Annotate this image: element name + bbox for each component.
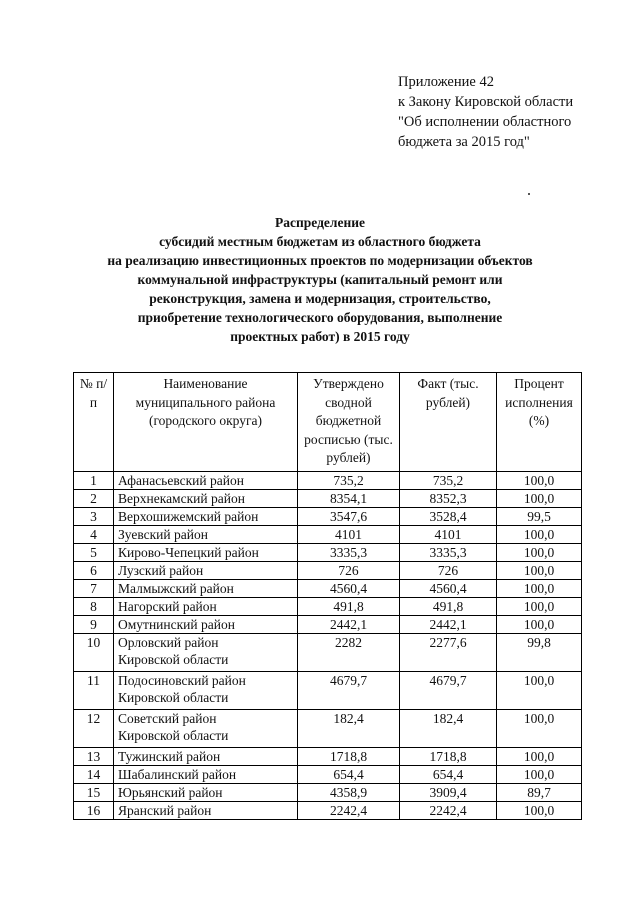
row-number: 5 xyxy=(74,544,114,562)
percent-value: 100,0 xyxy=(497,766,582,784)
fact-value: 735,2 xyxy=(400,472,497,490)
approved-value: 726 xyxy=(298,562,400,580)
district-name xyxy=(114,748,298,766)
percent-value: 100,0 xyxy=(497,526,582,544)
fact-value: 491,8 xyxy=(400,598,497,616)
approved-value: 4358,9 xyxy=(298,784,400,802)
title-line: субсидий местным бюджетам из областного бюджета xyxy=(159,234,481,249)
district-name-line: Шабалинский район xyxy=(118,767,237,782)
percent-value: 100,0 xyxy=(497,598,582,616)
annex-line: бюджета за 2015 год" xyxy=(398,134,530,150)
district-name-line: Яранский район xyxy=(118,803,212,818)
fact-value: 8352,3 xyxy=(400,490,497,508)
district-name-line: Афанасьевский район xyxy=(118,473,244,488)
scan-speck xyxy=(528,193,530,195)
approved-value: 1718,8 xyxy=(298,748,400,766)
percent-value: 100,0 xyxy=(497,672,582,710)
percent-value: 99,8 xyxy=(497,634,582,672)
district-name xyxy=(114,766,298,784)
district-name xyxy=(114,616,298,634)
district-name-line: Лузский район xyxy=(118,563,204,578)
fact-value: 4101 xyxy=(400,526,497,544)
percent-value: 99,5 xyxy=(497,508,582,526)
row-number: 2 xyxy=(74,490,114,508)
district-name-line: Нагорский район xyxy=(118,599,217,614)
header-fact: Факт (тыс. рублей) xyxy=(400,373,497,472)
subsidy-table xyxy=(73,372,582,820)
table-row xyxy=(74,472,582,490)
row-number: 14 xyxy=(74,766,114,784)
approved-value: 2282 xyxy=(298,634,400,672)
row-number: 13 xyxy=(74,748,114,766)
approved-value: 2242,4 xyxy=(298,802,400,820)
approved-value: 3335,3 xyxy=(298,544,400,562)
district-name xyxy=(114,490,298,508)
row-number: 15 xyxy=(74,784,114,802)
district-name-line: Кировской области xyxy=(118,690,229,705)
fact-value: 2442,1 xyxy=(400,616,497,634)
percent-value: 100,0 xyxy=(497,544,582,562)
percent-value: 100,0 xyxy=(497,580,582,598)
district-name-line: Зуевский район xyxy=(118,527,208,542)
row-number: 6 xyxy=(74,562,114,580)
district-name xyxy=(114,580,298,598)
annex-note xyxy=(398,72,628,152)
district-name xyxy=(114,634,298,672)
fact-value: 4679,7 xyxy=(400,672,497,710)
annex-line: Приложение 42 xyxy=(398,74,494,90)
district-name xyxy=(114,562,298,580)
district-name xyxy=(114,526,298,544)
row-number: 9 xyxy=(74,616,114,634)
approved-value: 4679,7 xyxy=(298,672,400,710)
table-row xyxy=(74,598,582,616)
approved-value: 8354,1 xyxy=(298,490,400,508)
row-number: 12 xyxy=(74,710,114,748)
district-name-line: Советский район xyxy=(118,711,217,726)
approved-value: 2442,1 xyxy=(298,616,400,634)
approved-value: 654,4 xyxy=(298,766,400,784)
approved-value: 491,8 xyxy=(298,598,400,616)
district-name-line: Кирово-Чепецкий район xyxy=(118,545,259,560)
district-name xyxy=(114,472,298,490)
district-name-line: Юрьянский район xyxy=(118,785,223,800)
title-line: проектных работ) в 2015 году xyxy=(230,329,410,344)
district-name xyxy=(114,710,298,748)
percent-value: 100,0 xyxy=(497,616,582,634)
row-number: 1 xyxy=(74,472,114,490)
district-name-line: Подосиновский район xyxy=(118,673,246,688)
fact-value: 3528,4 xyxy=(400,508,497,526)
district-name-line: Омутнинский район xyxy=(118,617,235,632)
table-header-row xyxy=(74,373,582,472)
percent-value: 100,0 xyxy=(497,748,582,766)
approved-value: 182,4 xyxy=(298,710,400,748)
fact-value: 2242,4 xyxy=(400,802,497,820)
fact-value: 182,4 xyxy=(400,710,497,748)
district-name-line: Верхошижемский район xyxy=(118,509,259,524)
percent-value: 100,0 xyxy=(497,562,582,580)
table-row xyxy=(74,544,582,562)
row-number: 16 xyxy=(74,802,114,820)
approved-value: 4560,4 xyxy=(298,580,400,598)
document-title xyxy=(40,213,600,346)
table-row xyxy=(74,634,582,672)
row-number: 8 xyxy=(74,598,114,616)
row-number: 4 xyxy=(74,526,114,544)
district-name xyxy=(114,598,298,616)
title-line: Распределение xyxy=(274,215,366,230)
percent-value: 100,0 xyxy=(497,802,582,820)
table-row xyxy=(74,784,582,802)
district-name-line: Тужинский район xyxy=(118,749,221,764)
title-line: приобретение технологического оборудования, выполнение xyxy=(137,310,503,325)
approved-value: 735,2 xyxy=(298,472,400,490)
header-approved: Утверждено сводной бюджетной росписью (тыс. рублей) xyxy=(298,373,400,472)
header-name: Наименование муниципального района (городского округа) xyxy=(114,373,298,472)
percent-value: 100,0 xyxy=(497,472,582,490)
district-name xyxy=(114,784,298,802)
fact-value: 2277,6 xyxy=(400,634,497,672)
percent-value: 100,0 xyxy=(497,710,582,748)
header-percent: Процент исполнения (%) xyxy=(497,373,582,472)
table-row xyxy=(74,616,582,634)
table-row xyxy=(74,526,582,544)
district-name xyxy=(114,802,298,820)
district-name xyxy=(114,672,298,710)
header-num: № п/п xyxy=(74,373,114,472)
approved-value: 4101 xyxy=(298,526,400,544)
fact-value: 3335,3 xyxy=(400,544,497,562)
district-name-line: Орловский район xyxy=(118,635,219,650)
row-number: 3 xyxy=(74,508,114,526)
table-row xyxy=(74,490,582,508)
table-row xyxy=(74,766,582,784)
table-row xyxy=(74,802,582,820)
district-name-line: Кировской области xyxy=(118,728,229,743)
title-line: коммунальной инфраструктуры (капитальный ремонт или xyxy=(137,272,503,287)
annex-line: "Об исполнении областного xyxy=(398,114,572,130)
district-name xyxy=(114,508,298,526)
fact-value: 654,4 xyxy=(400,766,497,784)
table-row xyxy=(74,580,582,598)
percent-value: 89,7 xyxy=(497,784,582,802)
district-name xyxy=(114,544,298,562)
row-number: 10 xyxy=(74,634,114,672)
fact-value: 3909,4 xyxy=(400,784,497,802)
district-name-line: Кировской области xyxy=(118,652,229,667)
row-number: 11 xyxy=(74,672,114,710)
percent-value: 100,0 xyxy=(497,490,582,508)
title-line: реконструкция, замена и модернизация, строительство, xyxy=(149,291,491,306)
table-row xyxy=(74,710,582,748)
fact-value: 4560,4 xyxy=(400,580,497,598)
row-number: 7 xyxy=(74,580,114,598)
district-name-line: Малмыжский район xyxy=(118,581,234,596)
table-row xyxy=(74,672,582,710)
table-row xyxy=(74,508,582,526)
district-name-line: Верхнекамский район xyxy=(118,491,245,506)
annex-line: к Закону Кировской области xyxy=(398,94,574,110)
approved-value: 3547,6 xyxy=(298,508,400,526)
fact-value: 726 xyxy=(400,562,497,580)
table-row xyxy=(74,562,582,580)
fact-value: 1718,8 xyxy=(400,748,497,766)
table-body xyxy=(74,472,582,820)
title-line: на реализацию инвестиционных проектов по модернизации объектов xyxy=(107,253,533,268)
table-row xyxy=(74,748,582,766)
